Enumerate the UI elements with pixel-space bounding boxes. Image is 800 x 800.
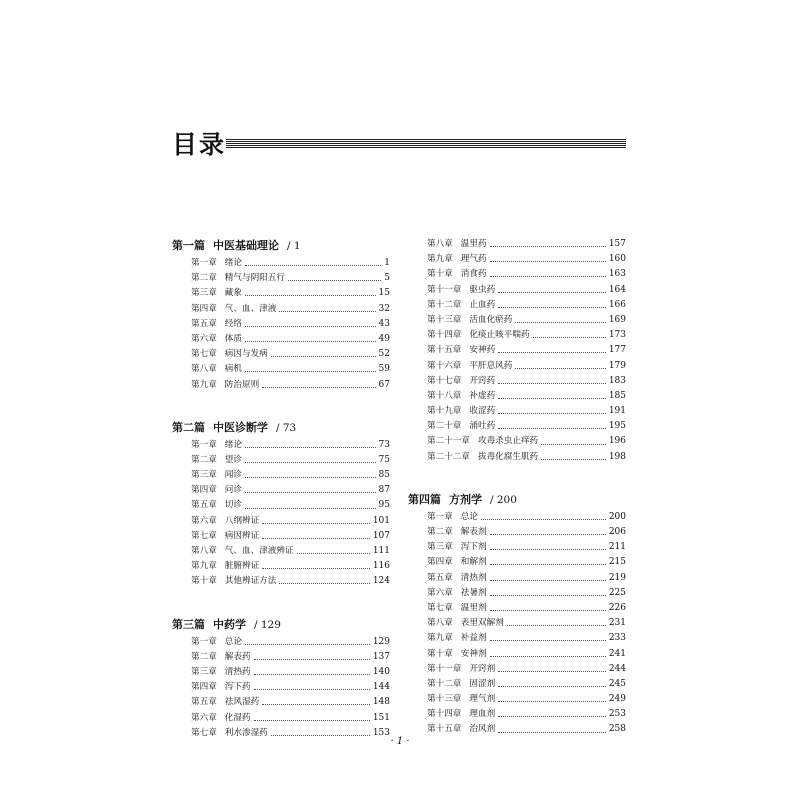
toc-entry[interactable] bbox=[408, 616, 626, 631]
toc-entry[interactable] bbox=[172, 347, 390, 362]
chapter-title: 绪论 bbox=[224, 258, 242, 268]
dot-leader bbox=[490, 610, 606, 611]
part-title: 中药学 bbox=[213, 617, 246, 631]
part-page: / 73 bbox=[276, 421, 297, 434]
chapter-title: 八纲辨证 bbox=[224, 515, 260, 526]
chapter-page: 73 bbox=[378, 439, 390, 450]
dot-leader bbox=[245, 447, 376, 448]
toc-entry[interactable] bbox=[408, 404, 626, 419]
chapter-number: 第一章 bbox=[191, 258, 217, 268]
chapter-page: 233 bbox=[608, 633, 626, 644]
toc-entry[interactable] bbox=[408, 555, 626, 570]
dot-leader bbox=[262, 523, 370, 524]
chapter-page: 157 bbox=[608, 239, 626, 249]
dot-leader bbox=[533, 337, 606, 338]
chapter-title: 理气剂 bbox=[469, 694, 496, 705]
chapter-number: 第十章 bbox=[427, 648, 453, 659]
chapter-page: 179 bbox=[608, 360, 626, 371]
chapter-number: 第六章 bbox=[191, 712, 217, 723]
chapter-number: 第十三章 bbox=[427, 694, 462, 705]
toc-entry[interactable] bbox=[408, 298, 626, 313]
toc-entry[interactable] bbox=[172, 529, 390, 544]
dot-leader bbox=[279, 583, 369, 584]
chapter-number: 第九章 bbox=[427, 254, 453, 265]
chapter-number: 第三章 bbox=[427, 542, 453, 553]
chapter-title: 脏腑辨证 bbox=[224, 561, 260, 572]
chapter-page: 1 bbox=[384, 258, 390, 268]
dot-leader bbox=[481, 519, 606, 520]
chapter-title: 化痰止咳平喘药 bbox=[469, 330, 530, 341]
chapter-title: 病因与发病 bbox=[224, 349, 268, 360]
chapter-number: 第四章 bbox=[191, 485, 217, 496]
chapter-page: 160 bbox=[608, 254, 626, 265]
dot-leader bbox=[490, 595, 606, 596]
dot-leader bbox=[498, 413, 606, 414]
chapter-page: 101 bbox=[372, 515, 390, 526]
chapter-number: 第七章 bbox=[191, 530, 217, 541]
chapter-page: 163 bbox=[608, 269, 626, 280]
chapter-page: 59 bbox=[378, 364, 390, 375]
toc-entry[interactable] bbox=[172, 680, 390, 695]
toc-entry[interactable] bbox=[172, 286, 390, 301]
chapter-number: 第十一章 bbox=[427, 284, 462, 295]
chapter-page: 225 bbox=[608, 587, 626, 598]
dot-leader bbox=[245, 326, 376, 327]
chapter-page: 164 bbox=[608, 284, 626, 295]
chapter-title: 安神剂 bbox=[460, 648, 487, 659]
chapter-page: 231 bbox=[608, 618, 626, 629]
part-page: / 1 bbox=[287, 240, 301, 252]
chapter-number: 第十五章 bbox=[427, 345, 462, 356]
dot-leader bbox=[515, 322, 605, 323]
toc-entry[interactable] bbox=[172, 317, 390, 332]
part-title: 中医诊断学 bbox=[213, 420, 268, 434]
chapter-title: 藏象 bbox=[224, 288, 242, 299]
dot-leader bbox=[498, 686, 606, 687]
chapter-title: 温里药 bbox=[460, 239, 487, 249]
dot-leader bbox=[490, 246, 606, 247]
chapter-title: 和解剂 bbox=[460, 557, 487, 568]
chapter-title: 精气与阴阳五行 bbox=[224, 273, 285, 284]
chapter-page: 43 bbox=[378, 318, 390, 329]
chapter-number: 第二十二章 bbox=[427, 451, 470, 462]
chapter-page: 144 bbox=[372, 682, 390, 693]
chapter-page: 200 bbox=[608, 511, 626, 522]
toc-entry[interactable] bbox=[408, 601, 626, 616]
dot-leader bbox=[498, 732, 606, 733]
dot-leader bbox=[498, 398, 606, 399]
chapter-number: 第十二章 bbox=[427, 299, 462, 310]
chapter-page: 49 bbox=[378, 333, 390, 344]
part-number: 第三篇 bbox=[172, 617, 205, 631]
chapter-page: 177 bbox=[608, 345, 626, 356]
toc-part-heading[interactable] bbox=[172, 419, 390, 437]
chapter-page: 196 bbox=[608, 436, 626, 447]
chapter-number: 第四章 bbox=[191, 303, 217, 314]
dot-leader bbox=[245, 492, 376, 493]
chapter-page: 87 bbox=[378, 485, 390, 496]
chapter-title: 体质 bbox=[224, 333, 242, 344]
chapter-page: 107 bbox=[372, 530, 390, 541]
dot-leader bbox=[245, 508, 376, 509]
chapter-title: 收涩药 bbox=[469, 406, 496, 417]
chapter-page: 198 bbox=[608, 451, 626, 462]
part-page: / 200 bbox=[490, 493, 517, 506]
chapter-title: 止血药 bbox=[469, 299, 496, 310]
chapter-number: 第六章 bbox=[191, 515, 217, 526]
toc-entry[interactable] bbox=[408, 252, 626, 267]
chapter-title: 泻下剂 bbox=[460, 542, 487, 553]
chapter-page: 111 bbox=[372, 546, 390, 556]
toc-entry[interactable] bbox=[408, 692, 626, 707]
dot-leader bbox=[490, 276, 606, 277]
chapter-page: 67 bbox=[378, 379, 390, 390]
dot-leader bbox=[245, 462, 376, 463]
chapter-title: 清热药 bbox=[224, 666, 251, 677]
chapter-page: 219 bbox=[608, 572, 626, 583]
toc-entry[interactable] bbox=[172, 271, 390, 286]
toc-entry[interactable] bbox=[408, 707, 626, 722]
chapter-title: 绪论 bbox=[224, 439, 242, 450]
dot-leader bbox=[507, 625, 606, 626]
chapter-number: 第十六章 bbox=[427, 360, 462, 371]
chapter-number: 第十章 bbox=[427, 269, 453, 280]
part-title: 中医基础理论 bbox=[213, 239, 279, 252]
chapter-page: 75 bbox=[378, 454, 390, 465]
toc-entry[interactable] bbox=[408, 677, 626, 692]
chapter-page: 215 bbox=[608, 557, 626, 568]
chapter-page: 95 bbox=[378, 500, 390, 511]
chapter-number: 第八章 bbox=[191, 364, 217, 375]
chapter-title: 补虚药 bbox=[469, 390, 496, 401]
toc-entry[interactable] bbox=[408, 525, 626, 540]
chapter-title: 祛暑剂 bbox=[460, 587, 487, 598]
chapter-number: 第十八章 bbox=[427, 390, 462, 401]
toc-left-column bbox=[172, 237, 390, 741]
toc-right-column bbox=[408, 237, 626, 738]
chapter-page: 129 bbox=[372, 636, 390, 647]
dot-leader bbox=[254, 689, 370, 690]
chapter-page: 183 bbox=[608, 375, 626, 386]
toc-entry[interactable] bbox=[172, 362, 390, 377]
toc-entry[interactable] bbox=[408, 237, 626, 252]
toc-entry[interactable] bbox=[172, 483, 390, 498]
dot-leader bbox=[297, 553, 370, 554]
chapter-page: 241 bbox=[608, 648, 626, 659]
chapter-number: 第九章 bbox=[191, 379, 217, 390]
chapter-number: 第四章 bbox=[191, 682, 217, 693]
part-number: 第四篇 bbox=[408, 492, 441, 506]
toc-entry[interactable] bbox=[408, 631, 626, 646]
toc-entry[interactable] bbox=[408, 647, 626, 662]
chapter-title: 安神药 bbox=[469, 345, 496, 356]
part-page: / 129 bbox=[254, 618, 281, 631]
toc-entry[interactable] bbox=[408, 434, 626, 449]
toc-entry[interactable] bbox=[408, 571, 626, 586]
chapter-title: 望诊 bbox=[224, 454, 242, 465]
chapter-number: 第三章 bbox=[191, 470, 217, 481]
toc-entry[interactable] bbox=[172, 468, 390, 483]
chapter-title: 固涩剂 bbox=[469, 678, 496, 689]
chapter-page: 116 bbox=[372, 561, 390, 572]
chapter-page: 32 bbox=[378, 303, 390, 314]
chapter-title: 攻毒杀虫止痒药 bbox=[477, 436, 539, 447]
chapter-title: 拔毒化腐生肌药 bbox=[477, 451, 539, 462]
dot-leader bbox=[490, 640, 606, 641]
chapter-number: 第一章 bbox=[427, 511, 453, 522]
chapter-number: 第九章 bbox=[427, 633, 453, 644]
chapter-page: 195 bbox=[608, 421, 626, 432]
page-number: · 1 · bbox=[390, 736, 410, 747]
chapter-title: 问诊 bbox=[224, 485, 242, 496]
toc-entry[interactable] bbox=[172, 498, 390, 513]
chapter-title: 表里双解剂 bbox=[460, 618, 504, 629]
toc-entry[interactable] bbox=[172, 332, 390, 347]
part-number: 第二篇 bbox=[172, 420, 205, 434]
toc-entry[interactable] bbox=[172, 559, 390, 574]
dot-leader bbox=[245, 644, 370, 645]
dot-leader bbox=[498, 383, 606, 384]
chapter-title: 治风剂 bbox=[469, 724, 496, 735]
dot-leader bbox=[498, 716, 606, 717]
part-title: 方剂学 bbox=[449, 492, 482, 506]
dot-leader bbox=[515, 368, 605, 369]
chapter-page: 173 bbox=[608, 330, 626, 341]
chapter-number: 第十九章 bbox=[427, 406, 462, 417]
chapter-page: 244 bbox=[608, 663, 626, 674]
chapter-number: 第七章 bbox=[191, 349, 217, 360]
chapter-number: 第十五章 bbox=[427, 724, 462, 735]
dot-leader bbox=[498, 428, 606, 429]
chapter-number: 第二十一章 bbox=[427, 436, 470, 447]
toc-entry[interactable] bbox=[172, 438, 390, 453]
dot-leader bbox=[490, 549, 606, 550]
chapter-title: 理气药 bbox=[460, 254, 487, 265]
chapter-page: 140 bbox=[372, 666, 390, 677]
dot-leader bbox=[262, 538, 370, 539]
chapter-number: 第十四章 bbox=[427, 709, 462, 720]
chapter-title: 涌吐药 bbox=[469, 421, 496, 432]
chapter-number: 第三章 bbox=[191, 288, 217, 299]
chapter-title: 切诊 bbox=[224, 500, 242, 511]
toc-entry[interactable] bbox=[408, 450, 626, 465]
chapter-title: 开窍剂 bbox=[469, 663, 496, 674]
chapter-page: 191 bbox=[608, 406, 626, 417]
chapter-page: 249 bbox=[608, 694, 626, 705]
toc-entry[interactable] bbox=[172, 544, 390, 559]
chapter-page: 211 bbox=[608, 542, 626, 553]
chapter-title: 利水渗湿药 bbox=[224, 727, 268, 738]
chapter-page: 5 bbox=[384, 273, 390, 284]
toc-part-heading[interactable] bbox=[172, 237, 390, 255]
chapter-title: 解表药 bbox=[224, 651, 251, 662]
chapter-title: 消食药 bbox=[460, 269, 487, 280]
dot-leader bbox=[245, 265, 381, 266]
toc-entry[interactable] bbox=[408, 586, 626, 601]
chapter-title: 补益剂 bbox=[460, 633, 487, 644]
chapter-number: 第四章 bbox=[427, 557, 453, 568]
dot-leader bbox=[254, 659, 370, 660]
chapter-title: 祛风湿药 bbox=[224, 697, 260, 708]
dot-leader bbox=[490, 580, 606, 581]
chapter-page: 166 bbox=[608, 299, 626, 310]
dot-leader bbox=[254, 674, 370, 675]
toc-entry[interactable] bbox=[408, 313, 626, 328]
toc-entry[interactable] bbox=[172, 378, 390, 393]
dot-leader bbox=[541, 444, 606, 445]
chapter-number: 第七章 bbox=[191, 727, 217, 738]
chapter-page: 206 bbox=[608, 527, 626, 537]
toc-entry[interactable] bbox=[408, 389, 626, 404]
dot-leader bbox=[490, 656, 606, 657]
dot-leader bbox=[279, 311, 375, 312]
chapter-page: 169 bbox=[608, 314, 626, 325]
chapter-number: 第二章 bbox=[191, 454, 217, 465]
toc-entry[interactable] bbox=[408, 540, 626, 555]
chapter-title: 理血剂 bbox=[469, 709, 496, 720]
toc-entry[interactable] bbox=[408, 283, 626, 298]
chapter-title: 其他辨证方法 bbox=[224, 576, 277, 587]
chapter-number: 第二十章 bbox=[427, 421, 462, 432]
dot-leader bbox=[288, 280, 381, 281]
toc-entry[interactable] bbox=[408, 267, 626, 282]
chapter-page: 151 bbox=[372, 712, 390, 723]
chapter-title: 总论 bbox=[224, 636, 242, 647]
dot-leader bbox=[498, 701, 606, 702]
chapter-number: 第八章 bbox=[427, 239, 453, 249]
chapter-number: 第一章 bbox=[191, 636, 217, 647]
toc-entry[interactable] bbox=[172, 665, 390, 680]
dot-leader bbox=[245, 477, 376, 478]
dot-leader bbox=[262, 387, 375, 388]
toc-entry[interactable] bbox=[172, 256, 390, 271]
chapter-title: 化湿药 bbox=[224, 712, 251, 723]
chapter-number: 第二章 bbox=[191, 273, 217, 284]
chapter-title: 气、血、津液辨证 bbox=[224, 546, 294, 556]
chapter-number: 第十四章 bbox=[427, 330, 462, 341]
chapter-number: 第十七章 bbox=[427, 375, 462, 386]
toc-entry[interactable] bbox=[408, 510, 626, 525]
chapter-number: 第八章 bbox=[191, 546, 217, 556]
chapter-page: 15 bbox=[378, 288, 390, 299]
chapter-number: 第五章 bbox=[191, 500, 217, 511]
dot-leader bbox=[271, 356, 376, 357]
chapter-title: 经络 bbox=[224, 318, 242, 329]
dot-leader bbox=[498, 352, 606, 353]
dot-leader bbox=[490, 564, 606, 565]
chapter-title: 气、血、津液 bbox=[224, 303, 277, 314]
chapter-number: 第八章 bbox=[427, 618, 453, 629]
dot-leader bbox=[498, 307, 606, 308]
toc-entry[interactable] bbox=[408, 328, 626, 343]
chapter-number: 第十二章 bbox=[427, 678, 462, 689]
chapter-number: 第二章 bbox=[427, 527, 453, 537]
chapter-title: 防治原则 bbox=[224, 379, 260, 390]
chapter-title: 病因辨证 bbox=[224, 530, 260, 541]
chapter-title: 闻诊 bbox=[224, 470, 242, 481]
chapter-page: 258 bbox=[608, 724, 626, 735]
chapter-number: 第七章 bbox=[427, 602, 453, 613]
toc-entry[interactable] bbox=[172, 574, 390, 589]
toc-entry[interactable] bbox=[408, 374, 626, 389]
chapter-page: 124 bbox=[372, 576, 390, 587]
dot-leader bbox=[498, 671, 606, 672]
chapter-number: 第三章 bbox=[191, 666, 217, 677]
chapter-title: 泻下药 bbox=[224, 682, 251, 693]
toc-part-heading[interactable] bbox=[408, 491, 626, 509]
chapter-title: 驱虫药 bbox=[469, 284, 496, 295]
chapter-title: 温里剂 bbox=[460, 602, 487, 613]
toc-entry[interactable] bbox=[172, 514, 390, 529]
chapter-title: 平肝息风药 bbox=[469, 360, 513, 371]
toc-entry[interactable] bbox=[408, 343, 626, 358]
toc-part-heading[interactable] bbox=[172, 616, 390, 634]
chapter-page: 148 bbox=[372, 697, 390, 708]
chapter-number: 第十一章 bbox=[427, 663, 462, 674]
chapter-number: 第五章 bbox=[427, 572, 453, 583]
chapter-title: 病机 bbox=[224, 364, 242, 375]
toc-entry[interactable] bbox=[408, 662, 626, 677]
chapter-page: 245 bbox=[608, 678, 626, 689]
toc-entry[interactable] bbox=[172, 453, 390, 468]
chapter-number: 第六章 bbox=[191, 333, 217, 344]
toc-entry[interactable] bbox=[172, 302, 390, 317]
dot-leader bbox=[245, 295, 376, 296]
toc-entry[interactable] bbox=[172, 711, 390, 726]
dot-leader bbox=[262, 704, 370, 705]
dot-leader bbox=[245, 371, 376, 372]
chapter-number: 第九章 bbox=[191, 561, 217, 572]
dot-leader bbox=[254, 720, 370, 721]
dot-leader bbox=[490, 261, 606, 262]
dot-leader bbox=[541, 459, 606, 460]
chapter-number: 第五章 bbox=[191, 697, 217, 708]
dot-leader bbox=[262, 568, 370, 569]
page-title: 目录 bbox=[172, 130, 227, 159]
chapter-number: 第十章 bbox=[191, 576, 217, 587]
toc-entry[interactable] bbox=[172, 635, 390, 650]
chapter-number: 第十三章 bbox=[427, 314, 462, 325]
chapter-number: 第五章 bbox=[191, 318, 217, 329]
chapter-page: 253 bbox=[608, 709, 626, 720]
dot-leader bbox=[490, 534, 606, 535]
chapter-page: 85 bbox=[378, 470, 390, 481]
chapter-page: 52 bbox=[378, 349, 390, 360]
chapter-page: 153 bbox=[372, 727, 390, 738]
toc-entry[interactable] bbox=[408, 419, 626, 434]
chapter-title: 开窍药 bbox=[469, 375, 496, 386]
chapter-number: 第一章 bbox=[191, 439, 217, 450]
chapter-page: 185 bbox=[608, 390, 626, 401]
chapter-number: 第二章 bbox=[191, 651, 217, 662]
chapter-title: 解表剂 bbox=[460, 527, 487, 537]
dot-leader bbox=[498, 292, 606, 293]
toc-entry[interactable] bbox=[172, 650, 390, 665]
dot-leader bbox=[245, 341, 376, 342]
title-rule bbox=[226, 139, 626, 148]
chapter-title: 活血化瘀药 bbox=[469, 314, 513, 325]
toc-entry[interactable] bbox=[172, 695, 390, 710]
toc-entry[interactable] bbox=[408, 359, 626, 374]
chapter-title: 总论 bbox=[460, 511, 478, 522]
chapter-page: 226 bbox=[608, 602, 626, 613]
chapter-number: 第六章 bbox=[427, 587, 453, 598]
part-number: 第一篇 bbox=[172, 239, 205, 252]
chapter-title: 清热剂 bbox=[460, 572, 487, 583]
chapter-page: 137 bbox=[372, 651, 390, 662]
